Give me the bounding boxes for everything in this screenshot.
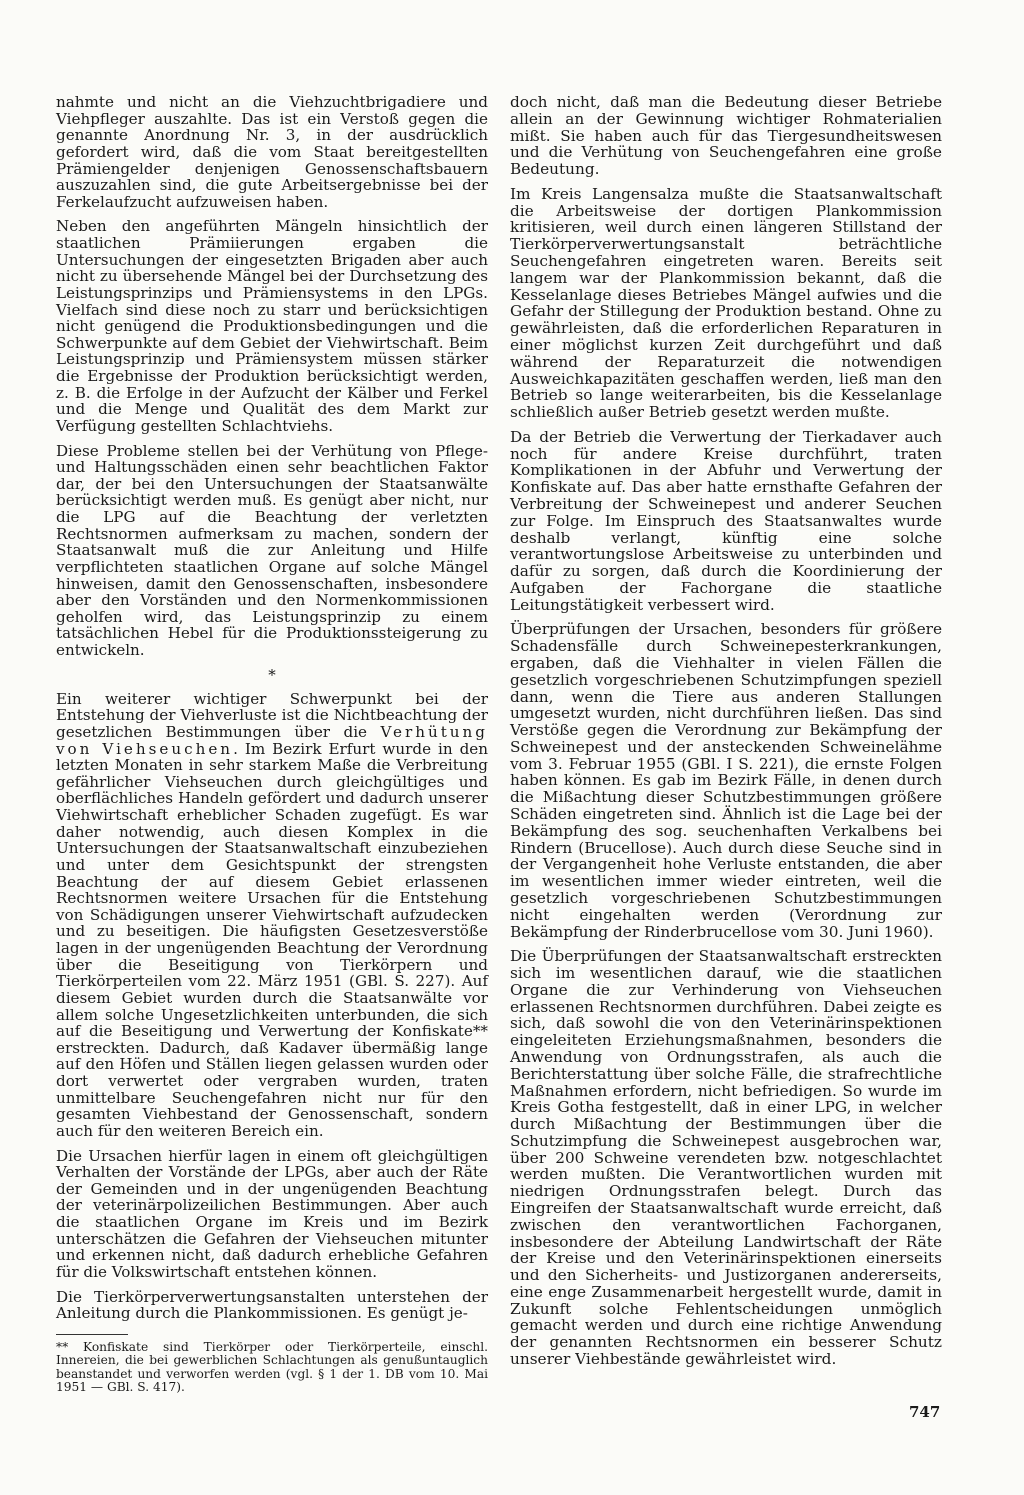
right-paragraph-1: doch nicht, daß man die Bedeutung dieser Betriebe allein an der Gewinnung wichtiger Rohmaterialien mißt. Sie haben auch für das Tiergesundheitswesen und die Verhütung von Seuchengefahren eine große Bedeutung. xyxy=(510,93,942,179)
emphasized-phrase: Verhütung von Viehseuchen xyxy=(56,722,488,758)
left-paragraph-3: Diese Probleme stellen bei der Verhütung von Pflege- und Haltungsschäden einen sehr beachtlichen Faktor dar, der bei den Untersuchungen der Staatsanwälte berücksichtigt werden muß. Es genügt aber nicht, nur die LPG auf die Beachtung der verletzten Rechtsnormen aufmerksam zu machen, sondern der Staatsanwalt muß die zur Anleitung und Hilfe verpflichteten staatlichen Organe auf solche Mängel hinweisen, damit den Genossenschaften, insbesondere aber den Vorständen und den Normenkommissionen geholfen wird, das Leistungsprinzip zu einem tatsächlichen Hebel für die Produktionssteigerung zu entwickeln. xyxy=(56,441,488,659)
right-paragraph-4: Überprüfungen der Ursachen, besonders für größere Schadensfälle durch Schweinepesterkrankungen, ergaben, daß die Viehhalter in vielen Fällen die gesetzlich vorgeschriebenen Schutzimpfungen speziell dann, wenn die Tiere aus anderen Stallungen umgesetzt wurden, nicht durchführen ließen. Das sind Verstöße gegen die Verordnung zur Bekämpfung der Schweinepest und der ansteckenden Schweinelähme vom 3. Februar 1955 (GBl. I S. 221), die ernste Folgen haben können. Es gab im Bezirk Fälle, in denen durch die Mißachtung dieser Schutzbestimmungen größere Schäden eingetreten sind. Ähnlich ist die Lage bei der Bekämpfung des sog. seuchenhaften Verkalbens bei Rindern (Brucellose). Auch durch diese Seuche sind in der Vergangenheit hohe Verluste entstanden, die aber im wesentlichen immer wieder eintreten, weil die gesetzlich vorgeschriebenen Schutzbestimmungen nicht eingehalten werden (Verordnung zur Bekämpfung der Rinderbrucellose vom 30. Juni 1960). xyxy=(510,620,942,941)
footnote: ** Konfiskate sind Tierkörper oder Tierkörperteile, einschl. Innereien, die bei gewerblichen Schlachtungen als genußuntauglich beanstandet und verworfen werden (vgl. § 1 der 1. DB vom 10. Mai 1951 — GBl. S. 417). xyxy=(56,1339,488,1394)
page-number: 747 xyxy=(909,1403,941,1421)
left-paragraph-1: nahmte und nicht an die Viehzuchtbrigadiere und Viehpfleger auszahlte. Das ist ein Verstoß gegen die genannte Anordnung Nr. 3, in der ausdrücklich gefordert wird, daß die vom Staat bereitgestellten Prämiengelder denjenigen Genossenschaftsbauern auszuzahlen sind, die gute Arbeitsergebnisse bei der Ferkelaufzucht aufzuweisen haben. xyxy=(56,93,488,211)
left-column xyxy=(56,94,488,1394)
left-paragraph-5: Die Ursachen hierfür lagen in einem oft gleichgültigen Verhalten der Vorstände der LPGs, aber auch der Räte der Gemeinden und in der ungenügenden Beachtung der veterinärpolizeilichen Bestimmungen. Aber auch die staatlichen Organe im Kreis und im Bezirk unterschätzen die Gefahren der Viehseuchen mitunter und erkennen nicht, daß dadurch erhebliche Gefahren für die Volkswirtschaft entstehen können. xyxy=(56,1146,488,1281)
right-paragraph-3: Da der Betrieb die Verwertung der Tierkadaver auch noch für andere Kreise durchführt, traten Komplikationen in der Abfuhr und Verwertung der Konfiskate auf. Das aber hatte ernsthafte Gefahren der Verbreitung der Schweinepest und anderer Seuchen zur Folge. Im Einspruch des Staatsanwaltes wurde deshalb verlangt, künftig eine solche verantwortungslose Arbeitsweise zu unterbinden und dafür zu sorgen, daß durch die Koordinierung der Aufgaben der Fachorgane die staatliche Leitungstätigkeit verbessert wird. xyxy=(510,427,942,614)
section-separator: * xyxy=(268,665,276,684)
right-paragraph-5: Die Überprüfungen der Staatsanwaltschaft erstreckten sich im wesentlichen darauf, wie die staatlichen Organe die zur Verhinderung von Viehseuchen erlassenen Rechtsnormen durchführen. Dabei zeigte es sich, daß sowohl die von den Veterinärinspektionen eingeleiteten Erziehungsmaßnahmen, besonders die Anwendung von Ordnungsstrafen, als auch die Berichterstattung über solche Fälle, die strafrechtliche Maßnahmen erfordern, nicht befriedigen. So wurde im Kreis Gotha festgestellt, daß in einer LPG, in welcher durch Mißachtung der Bestimmungen über die Schutzimpfung die Schweinepest ausgebrochen war, über 200 Schweine verendeten bzw. notgeschlachtet werden mußten. Die Verantwortlichen wurden mit niedrigen Ordnungsstrafen belegt. Durch das Eingreifen der Staatsanwaltschaft wurde erreicht, daß zwischen den verantwortlichen Fachorganen, insbesondere der Abteilung Landwirtschaft der Räte der Kreise und den Veterinärinspektionen einerseits und den Sicherheits- und Justizorganen andererseits, eine enge Zusammenarbeit hergestellt wurde, damit in Zukunft solche Fehlentscheidungen unmöglich gemacht werden und durch eine richtige Anwendung der genannten Rechtsnormen ein besserer Schutz unserer Viehbestände gewährleistet wird. xyxy=(510,947,942,1369)
left-paragraph-4-start: Ein weiterer wichtiger Schwerpunkt bei der Entstehung der Viehverluste ist die Nichtbeachtung der gesetzlichen Bestimmungen über die xyxy=(56,689,488,741)
right-column xyxy=(510,94,942,1376)
footnote-rule xyxy=(56,1334,128,1335)
left-paragraph-6: Die Tierkörperverwertungsanstalten unterstehen der Anleitung durch die Plankommissionen. Es genügt je- xyxy=(56,1287,488,1323)
left-paragraph-4 xyxy=(56,691,488,1140)
left-paragraph-2: Neben den angeführten Mängeln hinsichtlich der staatlichen Prämiierungen ergaben die Untersuchungen der eingesetzten Brigaden aber auch nicht zu übersehende Mängel bei der Durchsetzung des Leistungsprinzips und Prämiensystems in den LPGs. Vielfach sind diese noch zu starr und berücksichtigen nicht genügend die Produktionsbedingungen und die Schwerpunkte auf dem Gebiet der Viehwirtschaft. Beim Leistungsprinzip und Prämiensystem müssen stärker die Ergebnisse der Produktion berücksichtigt werden, z. B. die Erfolge in der Aufzucht der Kälber und Ferkel und die Menge und Qualität des dem Markt zur Verfügung gestellten Schlachtviehs. xyxy=(56,217,488,435)
left-paragraph-4-rest: . Im Bezirk Erfurt wurde in den letzten Monaten in sehr starkem Maße die Verbreitung gefährlicher Viehseuchen durch gleichgültiges und oberflächliches Handeln gefördert und dadurch unserer Viehwirtschaft erheblicher Schaden zugefügt. Es war daher notwendig, auch diesen Komplex in die Untersuchungen der Staatsanwaltschaft einzubeziehen und unter dem Gesichtspunkt der strengsten Beachtung der auf diesem Gebiet erlassenen Rechtsnormen weitere Ursachen für die Entstehung von Schädigungen unserer Viehwirtschaft aufzudecken und zu beseitigen. Die häufigsten Gesetzesverstöße lagen in der ungenügenden Beachtung der Verordnung über die Beseitigung von Tierkörpern und Tierkörperteilen vom 22. März 1951 (GBl. S. 227). Auf diesem Gebiet wurden durch die Staatsanwälte vor allem solche Ungesetzlichkeiten unterbunden, die sich auf die Beseitigung und Verwertung der Konfiskate** erstreckten. Dadurch, daß Kadaver übermäßig lange auf den Höfen und Ställen liegen gelassen wurden oder dort verwertet oder vergraben wurden, traten unmittelbare Seuchengefahren nicht nur für den gesamten Viehbestand der Genossenschaft, sondern auch für den weiteren Bereich ein. xyxy=(56,739,488,1140)
right-paragraph-2: Im Kreis Langensalza mußte die Staatsanwaltschaft die Arbeitsweise der dortigen Plankommission kritisieren, weil durch einen längeren Stillstand der Tierkörperverwertungsanstalt beträchtliche Seuchengefahren eingetreten waren. Bereits seit langem war der Plankommission bekannt, daß die Kesselanlage dieses Betriebes Mängel aufwies und die Gefahr der Stillegung der Produktion bestand. Ohne zu gewährleisten, daß die erforderlichen Reparaturen in einer möglichst kurzen Zeit durchgeführt und daß während der Reparaturzeit die notwendigen Ausweichkapazitäten geschaffen werden, ließ man den Betrieb so lange weiterarbeiten, bis die Kesselanlage schließlich außer Betrieb gesetzt werden mußte. xyxy=(510,184,942,422)
